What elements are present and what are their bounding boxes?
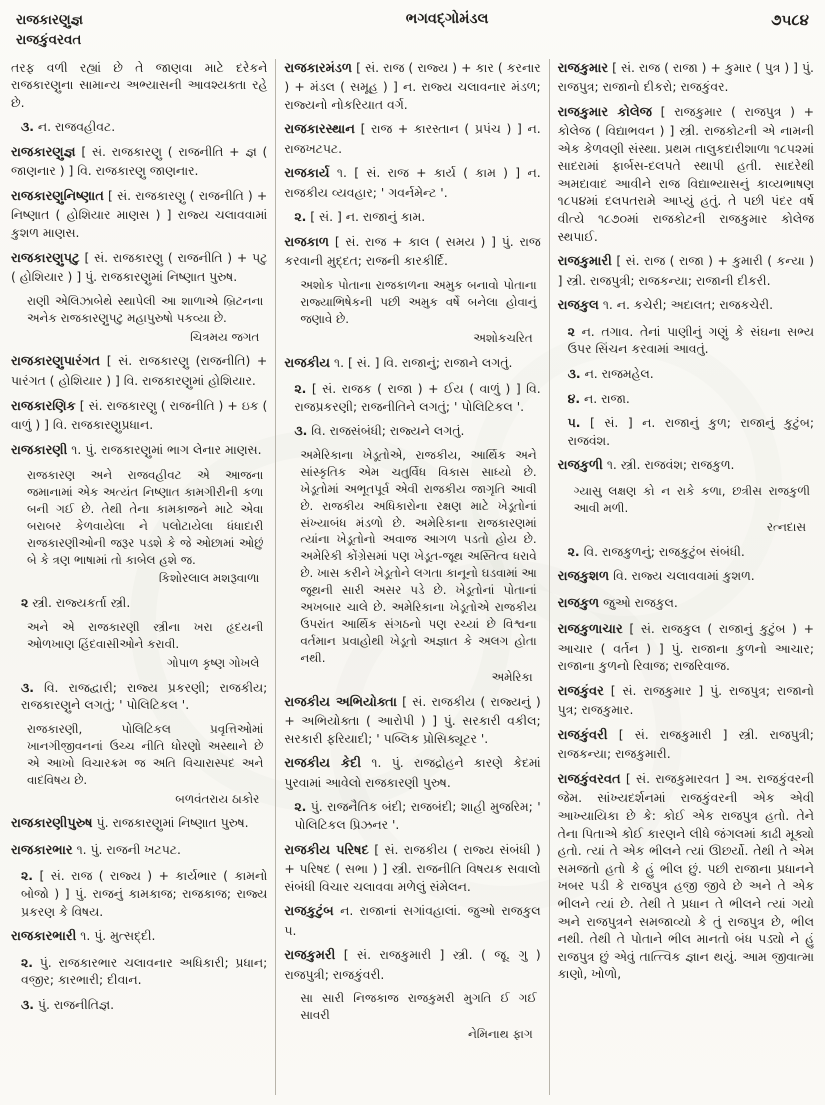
dictionary-entry <box>558 103 814 246</box>
entry-definition: ૧. પું. રાજકારણુમાં ભાગ લેનાર માણસ. <box>71 441 262 457</box>
citation-attribution: રત્નદાસ <box>766 519 806 534</box>
citation-quote: અમેરિકાના ખેડૂતોએ, રાજકીય, આર્થિક અને સાંસ્કૃતિક એમ ચતુર્વિધ વિકાસ સાધ્યો છે. ખેડૂતોમાં અભૂતપૂર્વ એવી રાજકીય જાગૃતિ આવી છે. રાજકીય અધિકારોના રક્ષણ માટે ખેડૂતોનાં સંખ્યાબંધ મંડળો છે. અમેરિકાના રાજકારણમાં ત્યાંના ખેડૂતોનો અવાજ આગળ પડતો હોય છે. અમેરિકી કોંગ્રેસમાં પણ ખેડૂત-જૂથ અસ્તિત્વ ધરાવે છે. ખાસ કરીને ખેડૂતોને લગતા કાનૂનો ઘડવામાં આ જૂથની સારી અસર પડે છે. ખેડૂતોનાં પોતાનાં અખબાર ચાલે છે. અમેરિકાના ખેડૂતોએ રાજકીય ઉપરાંત આર્થિક સંગઠનો પણ રચ્યાં છે વિશ્વના વર્તમાન પ્રવાહોથી ખેડૂતો અજ્ઞાત કે અલગ હોતા નથી. <box>300 447 537 665</box>
running-head-first-entry: રાજકારણુજ્ઞ <box>16 12 84 28</box>
sense-number: ૨. <box>567 543 580 559</box>
dictionary-entry <box>11 441 267 460</box>
sense-definition: ન. રાજમહેલ. <box>584 366 654 382</box>
entry-definition: [ સં. રાજકારણુ ( રાજનીતિ ) + પટુ ( હોશિયાર ) ] પું. રાજકારણુમાં નિષ્ણાત પુરુષ. <box>11 249 268 285</box>
column-1 <box>10 59 268 1095</box>
entry-definition: ૧. ન. કચેરી; અદાલત; રાજકચેરી. <box>602 297 774 313</box>
sense-definition: પું. રાજનૈતિક બંદી; રાજબંદી; શાહી મુજરિમ; ' પોલિટિકલ પ્રિઝનર '. <box>294 799 541 832</box>
sense-definition: ન. રાજવહીવટ. <box>37 119 116 135</box>
citation-quote: અને એ રાજકારણી સ્ત્રીના ખરા હૃદયની ઓળખાણ હિંદવાસીઓને કરાવી. <box>27 619 264 651</box>
entry-definition: પું. રાજકારણુમાં નિષ્ણાત પુરુષ. <box>96 815 249 831</box>
dictionary-entry <box>11 814 267 833</box>
dictionary-entry <box>11 397 267 434</box>
sense-number: ૩. <box>21 996 34 1012</box>
dictionary-entry <box>284 233 540 270</box>
column-2 <box>283 59 541 1095</box>
sense-definition: [ સં. ] ન. રાજાનું કુળ; રાજાનું કુટુંબ; રાજવંશ. <box>567 415 814 448</box>
dictionary-entry <box>11 352 267 389</box>
page-header <box>10 8 815 55</box>
dictionary-entry <box>558 456 814 475</box>
dictionary-entry <box>558 594 814 613</box>
entry-definition: [ સં. રાજ ( રાજા ) + કુમારી ( કન્યા ) ] સ્ત્રી. રાજપુત્રી; રાજકન્યા; રાજાની દીકરી. <box>557 253 814 288</box>
entry-headword: રાજકુમાર <box>557 60 609 76</box>
entry-headword: રાજકારણીપુરુષ <box>11 816 93 832</box>
entry-headword: રાજકીય કેદી <box>284 756 362 772</box>
entry-definition: [ રાજ + કારસ્તાન ( પ્રપંચ ) ] ન. રાજખટપટ. <box>284 121 541 156</box>
sense-number: ૨. <box>294 799 307 815</box>
entry-headword: રાજકુંવરવત <box>557 771 621 787</box>
entry-headword: રાજકીય અભિયોક્તા <box>284 694 397 710</box>
sense-item <box>558 543 814 561</box>
sense-item <box>558 390 814 408</box>
entry-definition: [ સં. રાજકુમારી ] સ્ત્રી. રાજપુત્રી; રાજકન્યા; રાજકુમારી. <box>557 726 814 762</box>
entry-definition: [ સં. રાજકારણુ (રાજનીતિ) + પારંગત ( હોશિયાર ) ] વિ. રાજકારણુમાં હોશિયાર. <box>11 353 268 388</box>
sense-item <box>284 422 540 440</box>
citation-quote: રાજકારણ અને રાજવહીવટ એ આજના જમાનામાં એક અત્યંત નિષ્ણાત કામગીરીની કળા બની ગઈ છે. તેથી તેના કામકાજને માટે એવા બરાબર કેળવાયેલા ને પલોટાયેલા ધંધાદારી રાજકારણીઓની જરૂર પડશે કે જે ઓછામાં ઓછું બે કે ત્રણ ભાષામાં તો કાબેલ હશે જ. <box>27 468 264 567</box>
citation-attribution: નેમિનાથ ફાગ <box>467 1027 533 1042</box>
entry-definition: [ રાજકુમાર ( રાજપુત્ર ) + કોલેજ ( વિદ્યાભવન ) ] સ્ત્રી. રાજકોટની એ નામની એક કેળવણી સંસ્થા. પ્રથમ તાલુકદારીશાળા ૧૮૫૨માં સાદરામાં ફાર્બસ-દલપતે સ્થાપી હતી. સાદરેથી અમદાવાદ આવીને રાજ વિદ્યાભ્યાસનું કાવ્યભાષણ ૧૮૫૪માં દલપતરામે આપ્યું હતું. તે પછી પંદર વર્ષ વીત્યે ૧૮૭૦માં રાજકોટની રાજકુમાર કોલેજ સ્થપાઈ. <box>557 103 814 244</box>
text-columns <box>10 59 815 1095</box>
sense-definition: [ સં. રાજ ( રાજ્ય ) + કાર્યભાર ( કામનો બોજો ) ] પું. રાજનું કામકાજ; રાજકાજ; રાજ્ય પ્રકરણ કે વિષય. <box>21 868 268 919</box>
entry-definition: [ સં. રાજ ( રાજ્ય ) + કાર ( કરનાર ) + મંડલ ( સમૂહ ) ] ન. રાજ્ય ચલાવનાર મંડળ; રાજ્યનો નોકરિયાત વર્ગ. <box>284 59 541 112</box>
dictionary-entry <box>558 726 814 763</box>
entry-definition: [ સં. રાજ ( રાજા ) + કુમાર ( પુત્ર ) ] પું. રાજપુત્ર; રાજાનો દીકરો; રાજકુંવર. <box>557 59 814 94</box>
sense-definition: પું. રાજનીતિજ્ઞ. <box>37 996 115 1012</box>
entry-headword: રાજકારણિક <box>11 398 76 414</box>
sense-definition: ન. રાજા. <box>584 390 630 406</box>
entry-headword: રાજકારણુપટુ <box>11 250 80 266</box>
running-head-last-entry: રાજકુંવરવત <box>16 32 82 49</box>
running-head <box>16 10 83 51</box>
sense-number: ૩. <box>21 679 34 695</box>
entry-definition: [ સં. રાજકુમાર ] પું. રાજપુત્ર; રાજાનો પુત્ર; રાજકુમાર. <box>557 682 814 718</box>
citation-quote: રાણી એલિઝાબેથે સ્થાપેલી આ શાળાએ બ્રિટનના અનેક રાજકારણુપટુ મહાપુરુષો પકવ્યા છે. <box>27 293 264 325</box>
dictionary-entry <box>11 841 267 860</box>
dictionary-entry <box>558 296 814 315</box>
dictionary-entry <box>284 164 540 201</box>
citation-attribution: ગોપાળ કૃષ્ણ ગોખલે <box>166 655 260 670</box>
entry-definition: [ સં. રાજકારણુ ( રાજનીતિ + જ્ઞ ( જાણનાર ) ] વિ. રાજકારણુ જાણનાર. <box>11 143 268 179</box>
entry-headword: રાજકુમરી <box>284 948 336 964</box>
column-rule <box>275 59 276 1095</box>
sense-definition: વિ. રાજકુળનું; રાજકુટુંબ સંબંધી. <box>583 543 745 559</box>
dictionary-entry <box>284 693 540 748</box>
citation-attribution: ચિત્રમય જગત <box>190 329 260 344</box>
entry-definition: [ સં. રાજકીય ( રાજ્યનું ) + અભિયોક્તા ( આરોપી ) ] પું. સરકારી વકીલ; સરકારી ફરિયાદી; ' પબ્લિક પ્રોસિક્યૂટર '. <box>284 693 541 746</box>
entry-headword: રાજકારણુનિષ્ણાત <box>11 189 104 204</box>
dictionary-entry <box>284 946 540 983</box>
entry-headword: રાજકારભારી <box>11 929 77 945</box>
sense-number: ૨. <box>21 868 33 884</box>
dictionary-entry <box>284 902 540 939</box>
sense-definition: વિ. રાજદ્વારી; રાજ્ય પ્રકરણી; રાજકીય; રાજકારણુને લગતું; ' પોલિટિકલ '. <box>21 679 268 713</box>
entry-headword: રાજકુંવરી <box>557 727 608 743</box>
sense-item <box>11 594 267 612</box>
dictionary-entry <box>558 59 814 96</box>
entry-headword: રાજકારણુજ્ઞ <box>11 144 76 160</box>
dictionary-entry <box>558 567 814 586</box>
sense-item <box>11 679 267 714</box>
page-number: ૭૫૮૪ <box>771 11 809 29</box>
citation-attribution: કિશોરલાલ મશરૂવાળા <box>158 571 260 586</box>
entry-definition: ૧. પું. રાજની ખટપટ. <box>76 841 181 857</box>
sense-definition: વિ. રાજસંબંધી; રાજ્યને લગતું. <box>311 423 465 439</box>
sense-definition: [ સં. રાજક ( રાજા ) + ઈય ( વાળું ) ] વિ. રાજપ્રકરણી; રાજનીતિને લગતું; ' પોલિટિકલ '. <box>294 381 541 414</box>
book-title: ભગવદ્ગોમંડલ <box>405 11 489 27</box>
entry-definition: [ સં. રાજકુલ ( રાજાનું કુટુંબ ) + આચાર ( વર્તન ) ] પું. રાજાના કુળનો આચાર; રાજાના કુળનો રિવાજ; રાજરિવાજ. <box>557 621 814 674</box>
entry-headword: રાજકીય પરિષદ <box>284 842 369 858</box>
entry-headword: રાજકુશળ <box>557 569 610 585</box>
entry-definition: [ સં. રાજકુમારી ] સ્ત્રી. ( જૂ. ગુ ) રાજપુત્રી; રાજકુંવરી. <box>284 947 541 982</box>
citation-quote: ગ્યાસુ લક્ષણ કો ન રાકે કળા, છત્રીસ રાજકુળી આવી મળી. <box>573 483 810 515</box>
entry-headword: રાજકુલ <box>557 298 599 314</box>
entry-headword: રાજકુળ <box>557 595 600 611</box>
sense-item <box>11 118 267 136</box>
entry-headword: રાજકારણી <box>11 442 68 458</box>
dictionary-entry <box>11 187 267 242</box>
dictionary-entry <box>11 143 267 180</box>
sense-number: ૩. <box>21 119 34 135</box>
entry-headword: રાજકુમારી <box>557 254 612 270</box>
entry-headword: રાજકુંવર <box>557 683 604 699</box>
sense-number: ૨ <box>21 595 29 611</box>
sense-item <box>558 414 814 449</box>
entry-definition: [ સં. રાજકુમારવત ] અ. રાજકુંવરની જેમ. સાંખ્યદર્શનમાં રાજકુંવરની એક એવી આખ્યાયિકા છે કે: કોઈ એક રાજપુત્ર હતો. તેને તેના પિતાએ કોઈ કારણને લીધે જંગલમાં કાઢી મૂક્યો હતો. ત્યાં તે એક ભીલને ત્યાં ઊછર્યો. તેથી તે એમ સમજતો હતો કે હું ભીલ છું. પછી રાજાના પ્રધાનને ખબર પડી કે રાજપુત્ર હજી જીવે છે અને તે એક ભીલને ત્યાં છે. તેથી તે પ્રધાન તે ભીલને ત્યાં ગયો અને રાજપુત્રને સમજાવ્યો કે તું રાજપુત્ર છે, ભીલ નથી. તેથી તે પોતાને ભીલ માનતો બંધ પડ્યો ને હું રાજપુત્ર છું એવું તાત્ત્વિક જ્ઞાન થયું. આમ જીવાત્મા કાણો, ખોળો, <box>557 770 814 982</box>
sense-definition: ન. તગાવ. તેનાં પાણીનું ગણું કે સંઘના સભ્ય ઉપર સિંચન કરવામાં આવતું. <box>567 323 814 357</box>
sense-item <box>284 798 540 833</box>
dictionary-entry <box>558 620 814 675</box>
sense-item <box>11 867 267 920</box>
sense-definition: પું. રાજકારભાર ચલાવનાર અધિકારી; પ્રધાન; વજીર; કારભારી; દીવાન. <box>21 954 268 988</box>
sense-item <box>284 208 540 226</box>
citation-quote: રાજકારણી, પોલિટિકલ પ્રવૃત્તિઓમાં ખાનગીજીવનનાં ઉચ્ચ નીતિ ધોરણો અસ્થાને છે એ આખો વિચારક્રમ જ અતિ વિચારાસ્પદ અને વાદવિષય છે. <box>27 721 264 787</box>
dictionary-entry <box>284 754 540 791</box>
entry-definition: ૧. [ સં. ] વિ. રાજાનું; રાજાને લગતું. <box>334 354 513 370</box>
entry-headword: રાજકીય <box>284 355 331 371</box>
column-3 <box>557 59 815 1095</box>
sense-number: ૫. <box>567 415 581 431</box>
sense-number: ૩. <box>567 366 581 382</box>
dictionary-entry <box>558 252 814 289</box>
entry-headword: રાજકારસ્થાન <box>284 122 355 138</box>
entry-definition: [ સં. રાજકારણુ ( રાજનીતિ ) + નિષ્ણાત ( હોશિયાર માણસ ) ] રાજ્ય ચલાવવામાં કુશળ માણસ. <box>11 188 268 241</box>
entry-headword: રાજકાર્ય <box>284 166 330 182</box>
sense-item <box>558 365 814 383</box>
sense-definition: [ સં. ] ન. રાજાનું કામ. <box>310 209 426 225</box>
entry-headword: રાજકારણુપારંગત <box>11 354 101 370</box>
entry-definition: ૧. [ સં. રાજ + કાર્ય ( કામ ) ] ન. રાજકીય વ્યવહાર; ' ગવર્નમેન્ટ '. <box>284 165 541 200</box>
dictionary-entry <box>558 770 814 983</box>
dictionary-entry <box>284 841 540 896</box>
continuation-paragraph: તરફ વળી રહ્યાં છે તે જાણવા માટે દરેકને રાજકારણુના સામાન્ય અભ્યાસની આવશ્યક્તા રહે છે. <box>11 59 268 110</box>
citation-attribution: અમેરિકા <box>491 669 533 684</box>
dictionary-entry <box>11 927 267 946</box>
entry-headword: રાજકારભાર <box>11 842 73 858</box>
entry-definition: વિ. રાજ્ય ચલાવવામાં કુશળ. <box>613 568 755 584</box>
dictionary-entry <box>284 354 540 373</box>
entry-definition: જુઓ રાજકુલ. <box>603 594 678 610</box>
entry-headword: રાજકુળી <box>557 458 603 474</box>
entry-headword: રાજકુટુંબ <box>284 904 334 920</box>
entry-headword: રાજકુમાર કોલેજ <box>557 104 652 120</box>
entry-headword: રાજકુળાચાર <box>557 622 623 638</box>
entry-definition: ૧. સ્ત્રી. રાજવંશ; રાજકુળ. <box>606 457 735 473</box>
dictionary-entry <box>284 59 540 114</box>
entry-definition: [ સં. રાજ + કાલ ( સમય ) ] પું. રાજ કરવાની મુદ્દત; રાજની કારકીર્દિ. <box>284 233 541 269</box>
sense-item <box>11 954 267 989</box>
sense-item <box>284 380 540 415</box>
citation-quote: અશોક પોતાના રાજકાળના અમુક બનાવો પોતાના રાજ્યાભિષેકની પછી અમુક વર્ષે બનેલા હોવાનું જણાવે છે. <box>300 277 537 326</box>
citation-attribution: અશોકચરિત <box>473 330 533 345</box>
sense-number: ૨. <box>21 954 33 970</box>
entry-definition: ૧. પું. મુત્સદ્દી. <box>80 928 156 944</box>
citation-quote: સા સારી નિજકાજ રાજકુમરી મુગતિ ઈ ગઈ સાવરી <box>300 991 537 1023</box>
entry-definition: [ સં. રાજકીય ( રાજ્ય સંબંધી ) + પરિષદ ( સભા ) ] સ્ત્રી. રાજનીતિ વિષયક સવાલો સંબંધી વિચાર ચલાવવા મળેલું સંમેલન. <box>284 841 541 894</box>
entry-headword: રાજકારમંડળ <box>284 60 353 76</box>
sense-number: ૨ <box>567 323 575 339</box>
sense-item <box>11 996 267 1014</box>
dictionary-entry <box>558 682 814 719</box>
entry-definition: ન. રાજાનાં સગાંવહાલાં. જુઓ રાજકુલ ૫. <box>284 903 541 938</box>
sense-item <box>558 323 814 358</box>
sense-number: ૪. <box>567 390 581 406</box>
sense-definition: સ્ત્રી. રાજ્યકર્તા સ્ત્રી. <box>32 595 131 611</box>
dictionary-entry <box>11 249 267 286</box>
column-rule <box>549 59 550 1095</box>
sense-number: ૩. <box>294 423 308 439</box>
entry-headword: રાજકાળ <box>284 234 330 250</box>
dictionary-entry <box>284 120 540 157</box>
entry-definition: [ સં. રાજકારણુ ( રાજનીતિ ) + ઇક ( વાળું ) ] વિ. રાજકારણુપ્રધાન. <box>11 397 268 432</box>
sense-number: ૨. <box>294 209 307 225</box>
citation-attribution: બળવંતરાય ઠાકોર <box>175 791 260 806</box>
sense-number: ૨. <box>294 381 307 397</box>
entry-definition: ૧. પું. રાજદ્રોહને કારણે કેદમાં પુરવામાં આવેલો રાજકારણી પુરુષ. <box>284 755 541 790</box>
